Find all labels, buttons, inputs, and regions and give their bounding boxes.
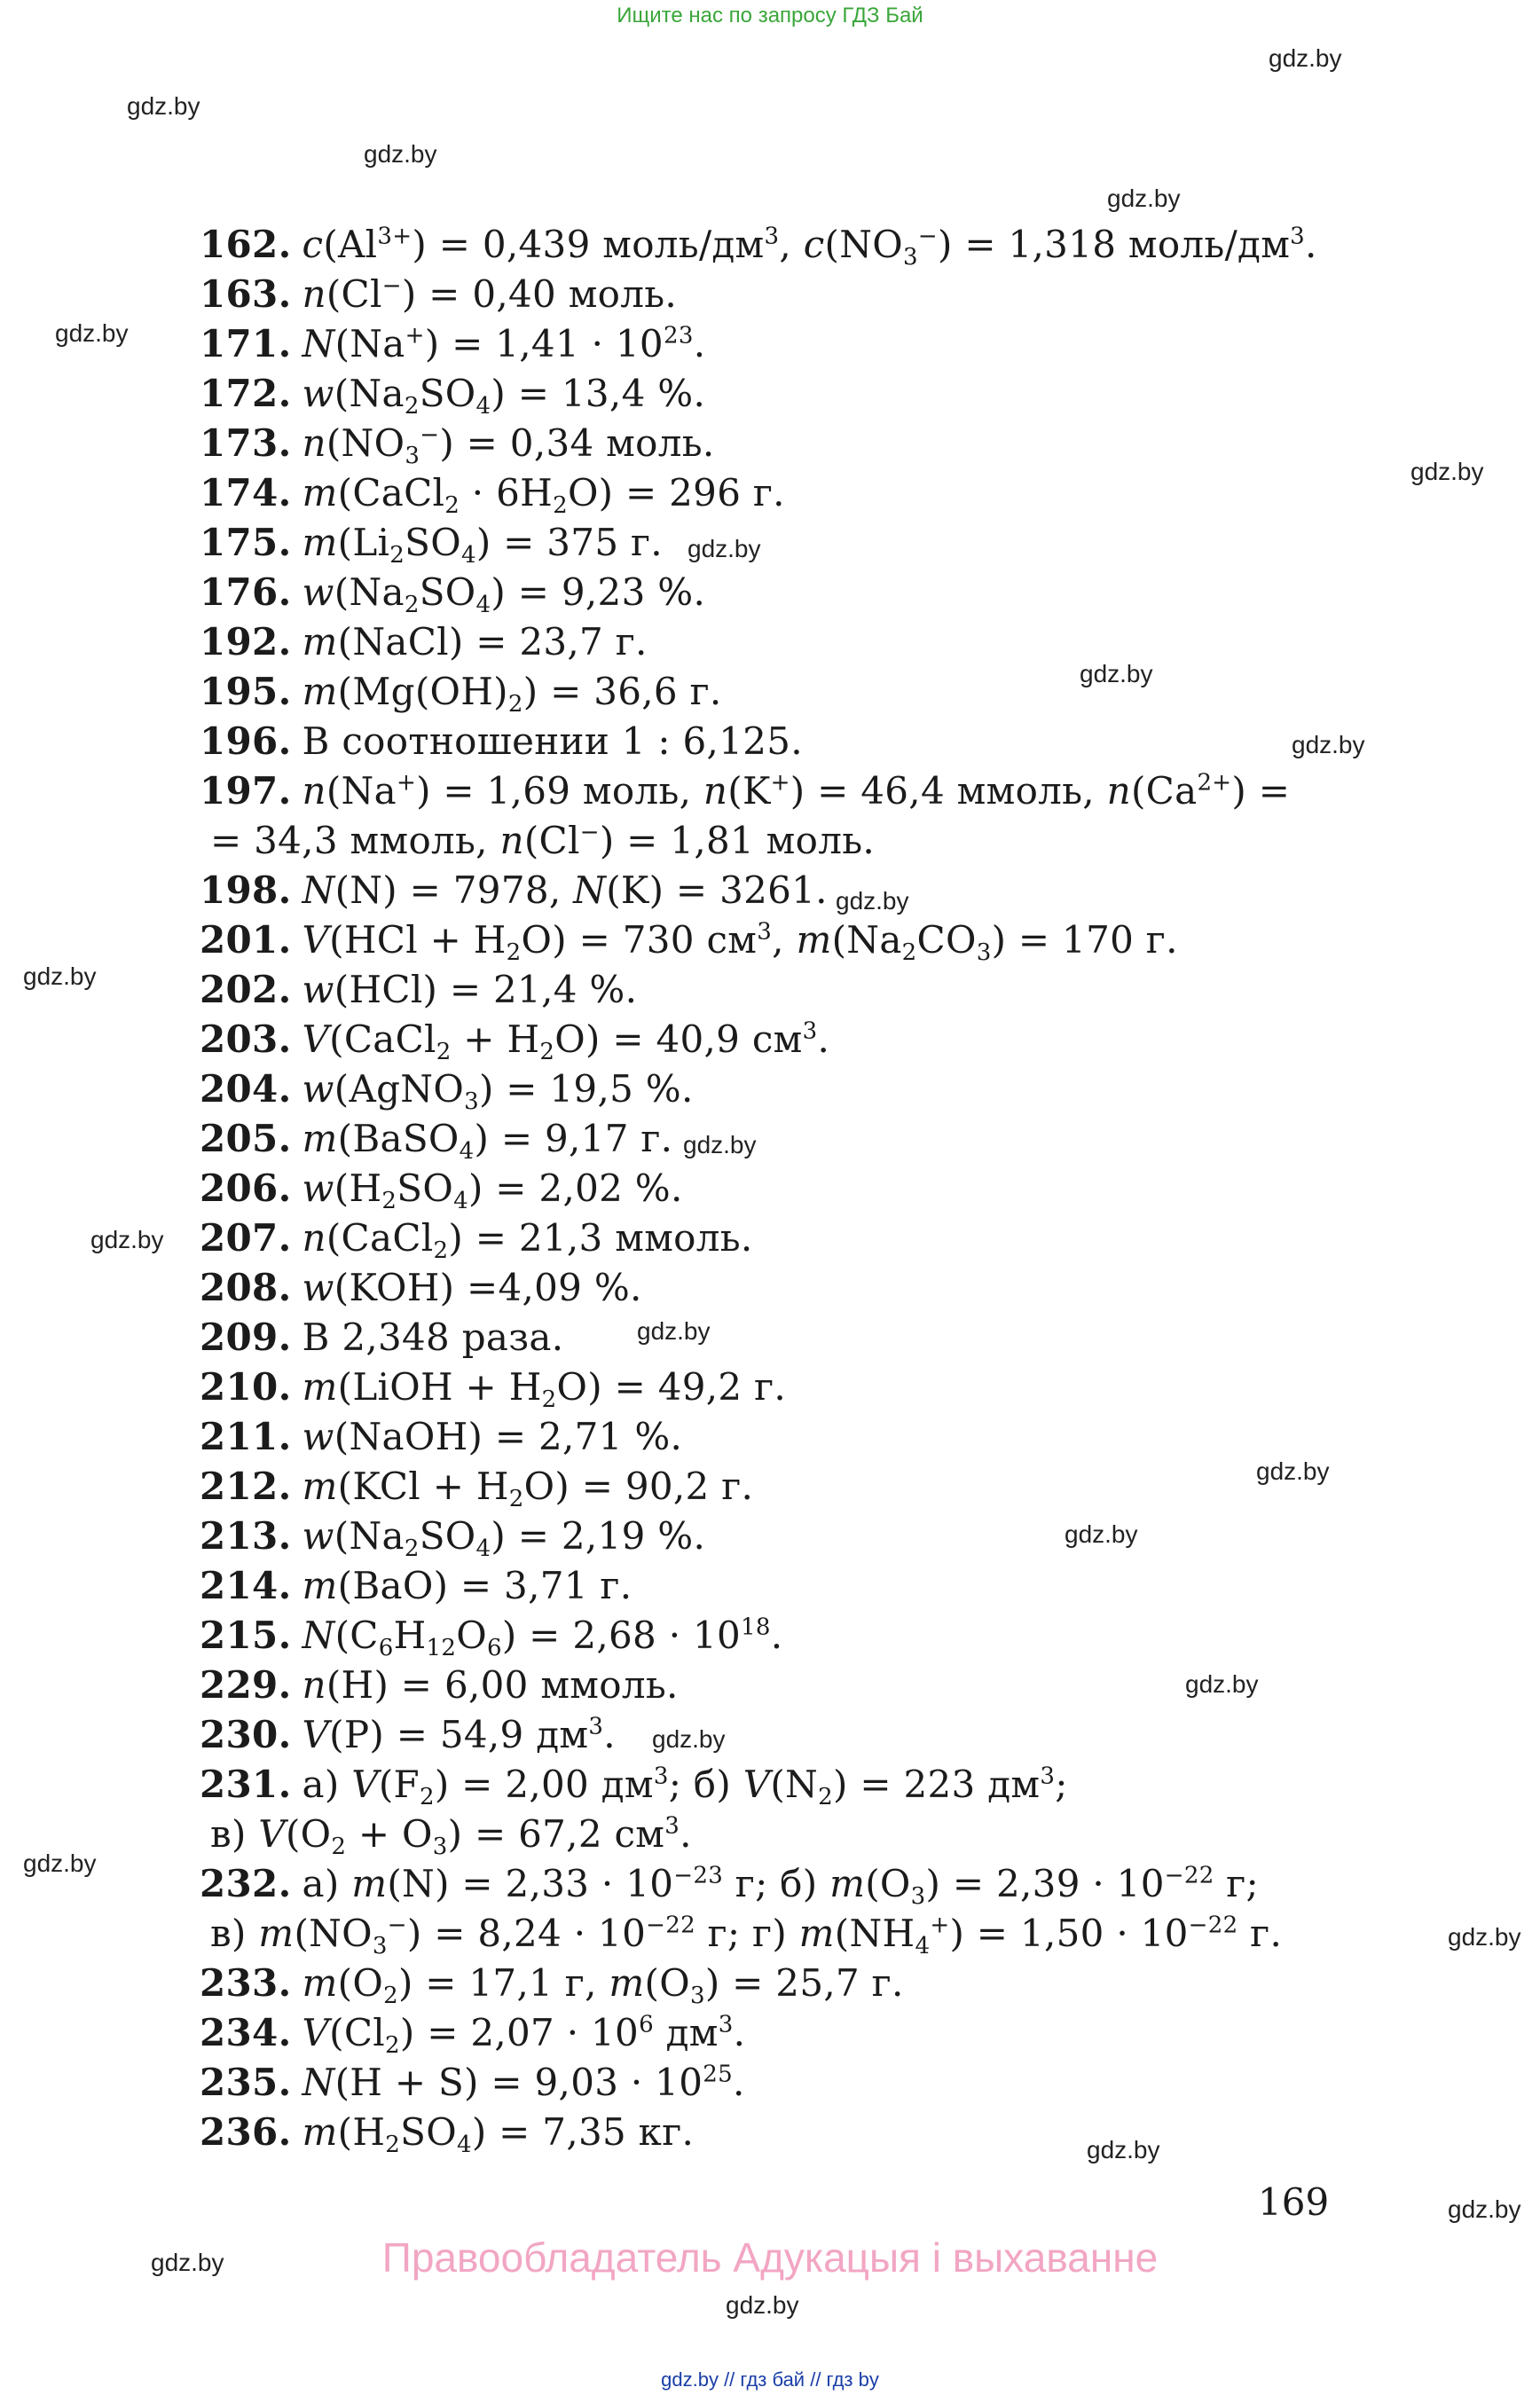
watermark: gdz.by (23, 1849, 97, 1877)
answer-line (200, 270, 1379, 319)
answer-number: 176. (200, 570, 292, 614)
answer-text: m(LiOH + $H_2O) = 49,2$ г. (302, 1365, 787, 1413)
answer-line (200, 2108, 1379, 2157)
answer-line (200, 220, 1379, 270)
answer-line (200, 1710, 1379, 1760)
answer-text: n(H) = 6,00 ммоль. (302, 1663, 679, 1707)
watermark: gdz.by (726, 2291, 799, 2319)
answer-line (200, 568, 1379, 617)
answer-line (200, 965, 1379, 1015)
answer-number: 213. (200, 1514, 292, 1558)
answer-text: $N(Na^+) = 1,41 \cdot 10^{23}$. (302, 322, 706, 365)
answer-text: $m(O_2) = 17,1$ г, $m(O_3) = 25,7$ г. (302, 1961, 904, 2009)
answer-line (200, 1362, 1379, 1412)
watermark: gdz.by (127, 92, 200, 120)
answer-line (200, 1015, 1379, 1064)
answer-text: $w(Na_2SO_4) = 9,23$ %. (302, 570, 706, 618)
answer-line (200, 1313, 1379, 1362)
answer-line (200, 2058, 1379, 2108)
answer-text: m(CaCl$_2$ · $6H_2O) = 296$ г. (302, 471, 785, 519)
watermark: gdz.by (637, 1317, 711, 1345)
watermark: gdz.by (652, 1725, 726, 1753)
answer-number: 206. (200, 1166, 292, 1210)
watermark: gdz.by (90, 1226, 164, 1253)
watermark: gdz.by (1448, 2195, 1521, 2223)
watermark: gdz.by (1065, 1520, 1138, 1548)
answer-line (200, 468, 1379, 518)
answer-text: В соотношении 1 : 6,125. (302, 719, 803, 763)
answer-text: N(N) = 7978, N(K) = 3261. (302, 868, 828, 912)
watermark: gdz.by (151, 2249, 224, 2276)
answer-line (200, 1213, 1379, 1263)
answer-number: 163. (200, 272, 292, 316)
answer-line (200, 369, 1379, 419)
watermark: gdz.by (688, 535, 761, 562)
answer-number: 192. (200, 620, 292, 664)
answer-line (200, 766, 1379, 816)
answer-number: 214. (200, 1564, 292, 1607)
answer-number: 162. (200, 223, 292, 266)
answer-number: 209. (200, 1315, 292, 1359)
answer-line (200, 667, 1379, 717)
answer-text: V(CaCl$_2$ + $H_2O) = 40,9$ $см^3$. (302, 1017, 830, 1065)
answer-text: V(P) = 54,9 $дм^3$. (302, 1713, 616, 1756)
answer-line (200, 816, 1379, 866)
watermark: gdz.by (1185, 1670, 1259, 1698)
answer-text: $N(C_6H_{12}O_6) = 2,68 \cdot 10^{18}$. (302, 1614, 783, 1661)
answer-number: 198. (200, 868, 292, 912)
answer-number: 197. (200, 769, 292, 813)
watermark: gdz.by (23, 962, 97, 990)
answer-text: n(Na+) = 1,69 моль, n(K+) = 46,4 ммоль, $n(Ca^{2+})$ = (302, 769, 1291, 813)
answer-line (200, 518, 1379, 568)
answer-text: n(CaCl$_2$) = 21,3 ммоль. (302, 1216, 753, 1264)
answer-number: 174. (200, 471, 292, 514)
answer-line (200, 866, 1379, 915)
top-banner[interactable]: Ищите нас по запросу ГДЗ Бай (617, 4, 923, 27)
answer-text: m(NaCl) = 23,7 г. (302, 620, 648, 664)
answer-number: 173. (200, 421, 292, 465)
watermark: gdz.by (55, 319, 129, 347)
watermark: gdz.by (1410, 458, 1484, 485)
answer-number: 175. (200, 521, 292, 564)
answer-number: 207. (200, 1216, 292, 1260)
answer-text: w(NaOH) = 2,71 %. (302, 1415, 683, 1458)
answer-line (200, 1561, 1379, 1611)
answer-line (200, 915, 1379, 965)
answer-number: 201. (200, 918, 292, 962)
watermark: gdz.by (1292, 731, 1365, 758)
page-number: 169 (1258, 2180, 1330, 2224)
answer-text: n(Cl−) = 0,40 моль. (302, 272, 678, 316)
answer-number: 233. (200, 1961, 292, 2005)
answer-text: в) $V(O_2 + O_3) = 67,2$ $см^3$. (210, 1812, 692, 1860)
answer-text: w(KOH) =4,09 %. (302, 1266, 642, 1309)
answer-line (200, 2008, 1379, 2058)
answer-line (200, 1064, 1379, 1114)
answer-text: $m(Mg(OH)_2) = 36,6$ г. (302, 670, 722, 718)
answer-text: $V(HCl + H_2O) = 730$ $см^3$, $m(Na_2CO_3) = 170$ г. (302, 918, 1178, 966)
answer-number: 205. (200, 1117, 292, 1160)
answer-line (200, 1760, 1379, 1810)
answer-number: 230. (200, 1713, 292, 1756)
watermark: gdz.by (1107, 185, 1181, 212)
answer-number: 211. (200, 1415, 292, 1458)
answer-text: m(BaSO$_4$) = 9,17 г. (302, 1117, 673, 1165)
footer-links[interactable]: gdz.by // гдз бай // гдз by (661, 2368, 879, 2391)
answer-number: 212. (200, 1465, 292, 1508)
answer-number: 204. (200, 1067, 292, 1111)
answer-line (200, 1462, 1379, 1512)
watermark: gdz.by (1080, 660, 1153, 687)
rights-holder-notice: Правообладатель Адукацыя і выхаванне (381, 2234, 1159, 2281)
answer-text: w(AgNO$_3$) = 19,5 %. (302, 1067, 694, 1115)
answer-text: $m(Li_2SO_4) = 375$ г. (302, 521, 663, 569)
answer-line (200, 717, 1379, 766)
answer-text: $m(H_2SO_4) = 7,35$ кг. (302, 2110, 695, 2158)
answer-number: 203. (200, 1017, 292, 1061)
answer-number: 202. (200, 968, 292, 1011)
answer-number: 210. (200, 1365, 292, 1409)
answer-number: 236. (200, 2110, 292, 2154)
answer-number: 196. (200, 719, 292, 763)
answer-text: $w(Na_2SO_4) = 2,19$ %. (302, 1514, 706, 1562)
answer-line (200, 419, 1379, 468)
answer-line (200, 1512, 1379, 1561)
answer-line (200, 1909, 1379, 1959)
answer-number: 172. (200, 372, 292, 415)
answer-number: 171. (200, 322, 292, 365)
watermark: gdz.by (1256, 1457, 1330, 1485)
watermark: gdz.by (683, 1131, 757, 1158)
answer-text: а) $V(F_2) = 2,00$ $дм^3$; б) $V(N_2) = 223$ $дм^3$; (302, 1763, 1068, 1810)
answer-number: 234. (200, 2011, 292, 2054)
answer-text: $n(NO_3^-) = 0,34$ моль. (302, 421, 715, 469)
answer-line (200, 1859, 1379, 1909)
answer-line (200, 1611, 1379, 1661)
answer-line (200, 1661, 1379, 1710)
answer-line (200, 1114, 1379, 1164)
watermark: gdz.by (836, 887, 909, 915)
answer-line (200, 1164, 1379, 1213)
answer-list (200, 220, 1379, 2157)
answer-line (200, 319, 1379, 369)
answer-text: $V(Cl_2) = 2,07 \cdot 10^6$ $дм^3$. (302, 2011, 746, 2059)
answer-text: в) $m(NO_3^-) = 8,24 \cdot 10^{-22}$ г; г) $m(NH_4^+) = 1,50 \cdot 10^{-22}$ г. (210, 1912, 1283, 1959)
answer-text: = 34,3 ммоль, n(Cl−) = 1,81 моль. (210, 819, 876, 862)
answer-text: $w(H_2SO_4) = 2,02$ %. (302, 1166, 683, 1214)
answer-text: $m(KCl + H_2O) = 90,2$ г. (302, 1465, 754, 1512)
answer-number: 195. (200, 670, 292, 713)
answer-line (200, 1263, 1379, 1313)
watermark: gdz.by (1087, 2136, 1160, 2163)
answer-number: 231. (200, 1763, 292, 1806)
answer-line (200, 617, 1379, 667)
answer-line (200, 1810, 1379, 1859)
answer-number: 235. (200, 2061, 292, 2104)
answer-text: w(HCl) = 21,4 %. (302, 968, 638, 1011)
watermark: gdz.by (1269, 44, 1342, 72)
watermark: gdz.by (364, 140, 437, 168)
answer-number: 208. (200, 1266, 292, 1309)
answer-text: $N(H + S) = 9,03 \cdot 10^{25}$. (302, 2061, 745, 2104)
answer-text: В 2,348 раза. (302, 1315, 564, 1359)
watermark: gdz.by (1448, 1923, 1521, 1951)
answer-number: 215. (200, 1614, 292, 1657)
answer-number: 232. (200, 1862, 292, 1905)
answer-number: 229. (200, 1663, 292, 1707)
answer-text: $c(Al^{3+}) = 0,439$ моль/$дм^3$, $c(NO_3^-) = 1,318$ моль/$дм^3$. (302, 223, 1317, 271)
answer-text: $w(Na_2SO_4) = 13,4$ %. (302, 372, 706, 420)
answer-line (200, 1412, 1379, 1462)
answer-line (200, 1959, 1379, 2008)
answer-text: а) $m(N) = 2,33 \cdot 10^{-23}$ г; б) $m(O_3) = 2,39 \cdot 10^{-22}$ г; (302, 1862, 1259, 1910)
answer-text: m(BaO) = 3,71 г. (302, 1564, 632, 1607)
